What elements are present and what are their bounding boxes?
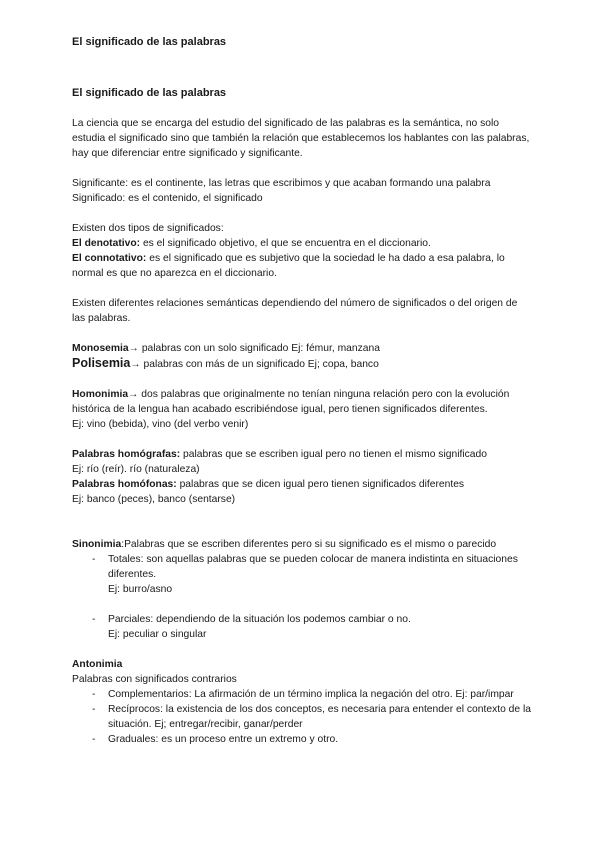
- connotativo-line: [72, 251, 532, 281]
- tipos-intro: Existen dos tipos de significados:: [72, 223, 224, 234]
- homofonas-example: Ej: banco (peces), banco (sentarse): [72, 494, 236, 505]
- document-body: [72, 86, 532, 747]
- list-item: - Recíprocos: la existencia de los dos conceptos, es necesaria para entender el contexto de la situación. Ej; entregar/recibir, ganar/perder: [92, 702, 532, 732]
- homografas-text: palabras que se escriben igual pero no tienen el mismo significado: [180, 449, 487, 460]
- relaciones-intro: Existen diferentes relaciones semánticas dependiendo del número de significados o del origen de las palabras.: [72, 298, 518, 324]
- list-item: - Complementarios: La afirmación de un término implica la negación del otro. Ej: par/impar: [92, 687, 532, 702]
- list-item: [92, 552, 532, 597]
- monosemia-text: → palabras con un solo significado Ej: fémur, manzana: [128, 343, 380, 354]
- denotativo-term: El denotativo:: [72, 238, 141, 249]
- antonimia-text: Palabras con significados contrarios: [72, 674, 237, 685]
- page-header-title: El significado de las palabras: [72, 36, 227, 48]
- denotativo-text: es el significado objetivo, el que se encuentra en el diccionario.: [140, 238, 431, 249]
- sinonimia-term: Sinonimia: [72, 539, 122, 550]
- sinonimia-parciales: Parciales: dependiendo de la situación los podemos cambiar o no.: [108, 614, 411, 625]
- homografas-term: Palabras homógrafas:: [72, 449, 181, 460]
- connotativo-term: El connotativo:: [72, 253, 147, 264]
- homonimia-text: → dos palabras que originalmente no tenían ninguna relación pero con la evolución histórica de la lengua han acabado escribiéndose igual, pero tienen significados diferentes.: [72, 389, 510, 415]
- antonimia-list: [72, 687, 532, 747]
- sinonimia-totales-example: Ej: burro/asno: [108, 584, 173, 595]
- monosemia-term: Monosemia: [72, 343, 129, 354]
- homografas-example: Ej: río (reír). río (naturaleza): [72, 464, 200, 475]
- significado-line: Significado: es el contenido, el significado: [72, 193, 263, 204]
- homofonas-line: [72, 477, 532, 492]
- connotativo-text: es el significado que es subjetivo que la sociedad le ha dado a esa palabra, lo normal es que no aparezca en el diccionario.: [72, 253, 505, 279]
- antonimia-term: Antonimia: [72, 659, 123, 670]
- list-item: - Graduales: es un proceso entre un extremo y otro.: [92, 732, 532, 747]
- sinonimia-line: [72, 537, 532, 552]
- significante-line: Significante: es el continente, las letras que escribimos y que acaban formando una palabra: [72, 178, 491, 189]
- polisemia-text: → palabras con más de un significado Ej; copa, banco: [130, 359, 379, 370]
- sinonimia-parciales-example: Ej: peculiar o singular: [108, 629, 207, 640]
- sinonimia-text: :Palabras que se escriben diferentes pero si su significado es el mismo o parecido: [121, 539, 497, 550]
- polisemia-line: [72, 356, 532, 372]
- sinonimia-totales: Totales: son aquellas palabras que se pueden colocar de manera indistinta en situaciones diferentes.: [108, 554, 518, 580]
- section-title: El significado de las palabras: [72, 87, 227, 99]
- intro-paragraph: La ciencia que se encarga del estudio del significado de las palabras es la semántica, no solo estudia el significado sino que también la relación que establecemos los hablantes con las palabras, hay que diferenciar entre significado y significante.: [72, 118, 530, 159]
- denotativo-line: [72, 236, 532, 251]
- homofonas-text: palabras que se dicen igual pero tienen significados diferentes: [176, 479, 465, 490]
- homofonas-term: Palabras homófonas:: [72, 479, 177, 490]
- homonimia-example: Ej: vino (bebida), vino (del verbo venir): [72, 419, 249, 430]
- list-item: [92, 612, 532, 642]
- homonimia-line: [72, 387, 532, 417]
- monosemia-line: [72, 341, 532, 356]
- homografas-line: [72, 447, 532, 462]
- homonimia-term: Homonimia: [72, 389, 129, 400]
- polisemia-term: Polisemia: [72, 356, 131, 370]
- sinonimia-list: [72, 552, 532, 642]
